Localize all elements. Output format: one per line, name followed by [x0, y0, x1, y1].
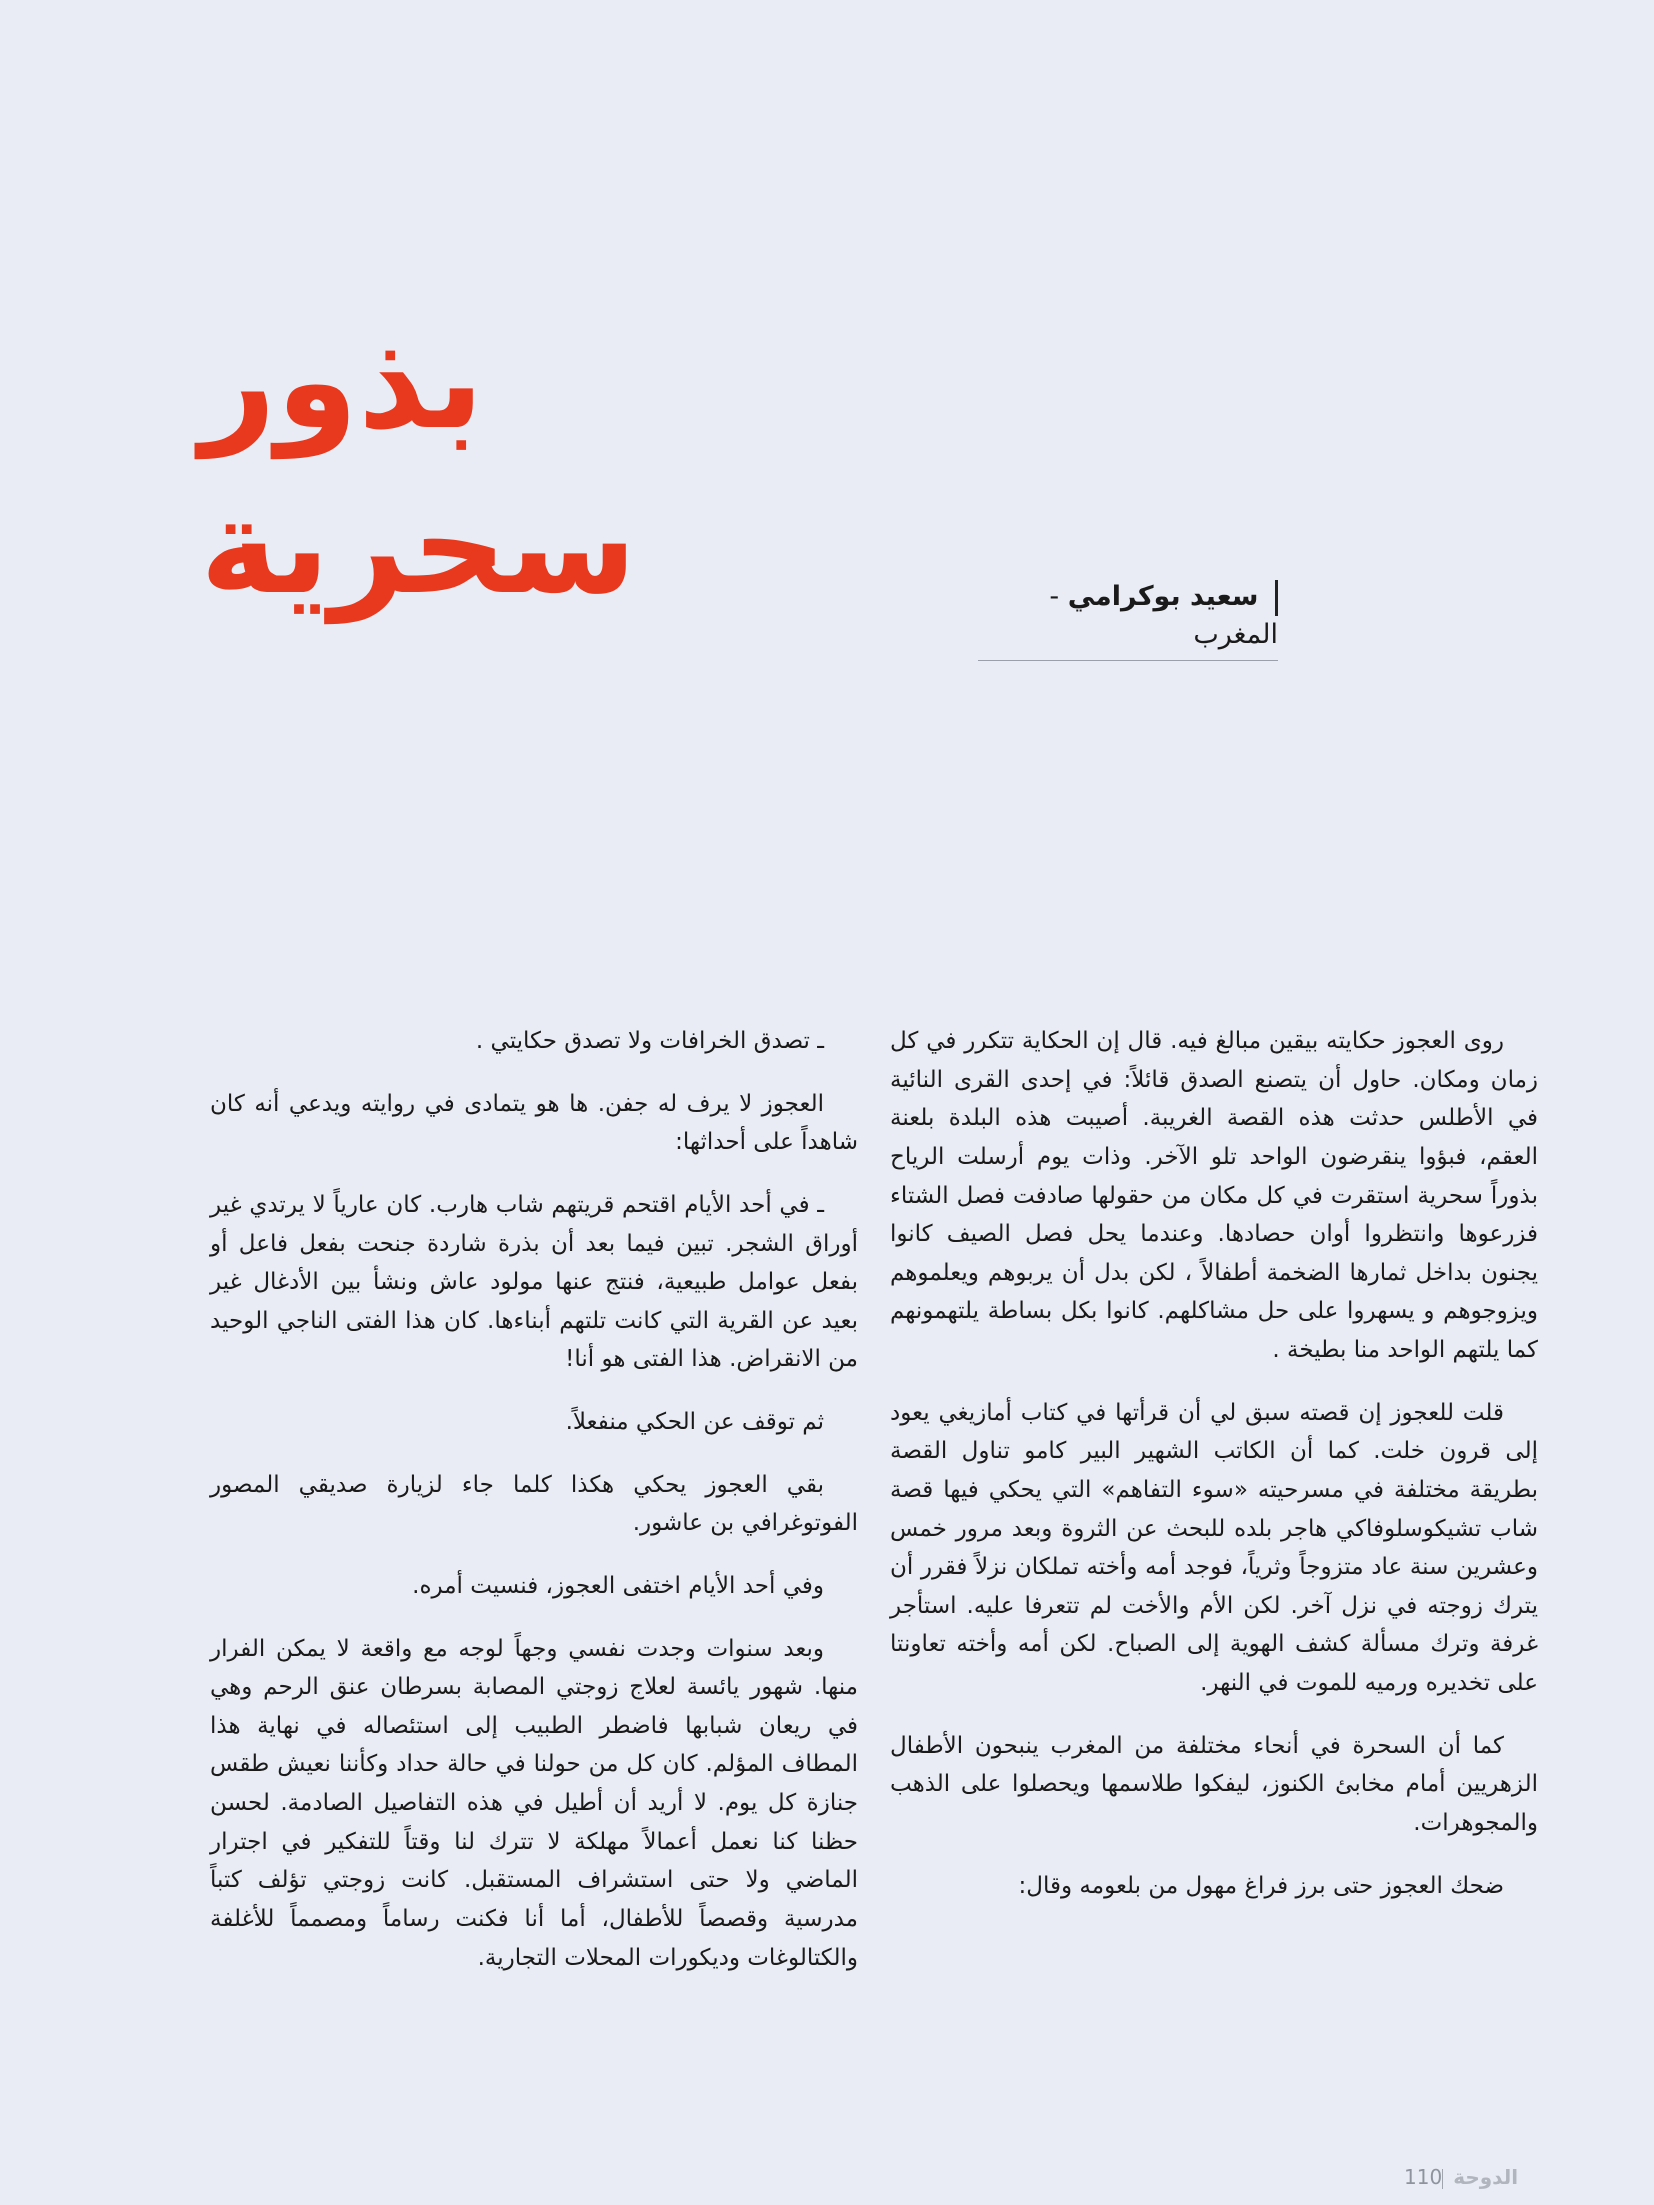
article-title: بذور سحرية [200, 305, 637, 624]
author-location: - المغرب [1049, 581, 1278, 650]
paragraph: ـ تصدق الخرافات ولا تصدق حكايتي . [475, 1028, 824, 1054]
paragraph: العجوز لا يرف له جفن. ها هو يتمادى في روايته ويدعي أنه كان شاهداً على أحداثها: [210, 1090, 858, 1156]
paragraph: وفي أحد الأيام اختفى العجوز، فنسيت أمره. [412, 1572, 824, 1599]
paragraph: قلت للعجوز إن قصته سبق لي أن قرأتها في كتاب أمازيغي يعود إلى قرون خلت. كما أن الكاتب الشهير البير كامو تناول القصة بطريقة مختلفة في مسرحيته «سوء التفاهم» التي يحكي فيها قصة شاب تشيكوسلوفاكي هاجر بلده للبحث عن الثروة وبعد مرور خمس وعشرين سنة عاد متزوجاً وثرياً، فوجد أمه وأخته تملكان نزلاً فقرر أن يترك زوجته في نزل آخر. لكن الأم والأخت لم تتعرفا عليه. استأجر غرفة وترك مسألة كشف الهوية إلى الصباح. لكن أمه وأخته تعاونتا على تخديره ورميه للموت في النهر. [890, 1399, 1538, 1696]
byline-bar [1275, 580, 1278, 616]
author-name: سعيد بوكرامي [1067, 581, 1259, 612]
paragraph: كما أن السحرة في أنحاء مختلفة من المغرب ينبحون الأطفال الزهريين أمام مخابئ الكنوز، ليفكوا طلاسمها ويحصلوا على الذهب والمجوهرات. [890, 1732, 1538, 1836]
magazine-name: الدوحة [1453, 2165, 1519, 2189]
paragraph: ثم توقف عن الحكي منفعلاً. [565, 1409, 824, 1435]
text-column-left [210, 1022, 858, 2001]
paragraph: ـ في أحد الأيام اقتحم قريتهم شاب هارب. كان عارياً لا يرتدي غير أوراق الشجر. تبين فيما بعد أن بذرة شاردة جنحت بفعل فاعل أو بفعل عوامل طبيعية، فنتج عنها مولود عاش ونشأ بين الأدغال غير بعيد عن القرية التي كانت تلتهم أبناءها. كان هذا الفتى الناجي الوحيد من الانقراض. هذا الفتى هو أنا! [210, 1191, 858, 1373]
paragraph: وبعد سنوات وجدت نفسي وجهاً لوجه مع واقعة لا يمكن الفرار منها. شهور يائسة لعلاج زوجتي المصابة بسرطان عنق الرحم وهي في ريعان شبابها فاضطر الطبيب إلى استئصاله في نهاية هذا المطاف المؤلم. كان كل من حولنا في حالة حداد وكأننا نعيش طقس جنازة كل يوم. لا أريد أن أطيل في هذه التفاصيل الصادمة. لحسن حظنا كنا نعمل أعمالاً مهلكة لا تترك لنا وقتاً للتفكير في اجترار الماضي ولا حتى استشراف المستقبل. كانت زوجتي تؤلف كتباً مدرسية وقصصاً للأطفال، أما أنا فكنت رساماً ومصمماً للأغلفة والكتالوغات وديكورات المحلات التجارية. [210, 1635, 858, 1971]
paragraph: روى العجوز حكايته بيقين مبالغ فيه. قال إن الحكاية تتكرر في كل زمان ومكان. حاول أن يتصنع الصدق قائلاً: في إحدى القرى النائية في الأطلس حدثت هذه القصة الغريبة. أصيبت هذه البلدة بلعنة العقم، فبؤوا ينقرضون الواحد تلو الآخر. وذات يوم أرسلت الرياح بذوراً سحرية استقرت في كل مكان من حقولها صادفت فصل الشتاء فزرعوها وانتظروا أوان حصادها. وعندما يحل فصل الصيف كانوا يجنون بداخل ثمارها الضخمة أطفالاً ، لكن بدل أن يربوهم ويعلموهم ويزوجوهم و يسهروا على حل مشاكلهم. كانوا بكل بساطة يلتهمونهم كما يلتهم الواحد منا بطيخة . [890, 1028, 1538, 1363]
text-column-right [890, 1022, 1538, 1929]
page-number: 110 [1404, 2165, 1443, 2189]
footer-divider [1442, 2169, 1443, 2189]
paragraph: ضحك العجوز حتى برز فراغ مهول من بلعومه وقال: [1018, 1872, 1504, 1899]
paragraph: بقي العجوز يحكي هكذا كلما جاء لزيارة صديقي المصور الفوتوغرافي بن عاشور. [210, 1471, 858, 1537]
page-footer [1404, 2165, 1528, 2189]
byline [978, 578, 1278, 661]
